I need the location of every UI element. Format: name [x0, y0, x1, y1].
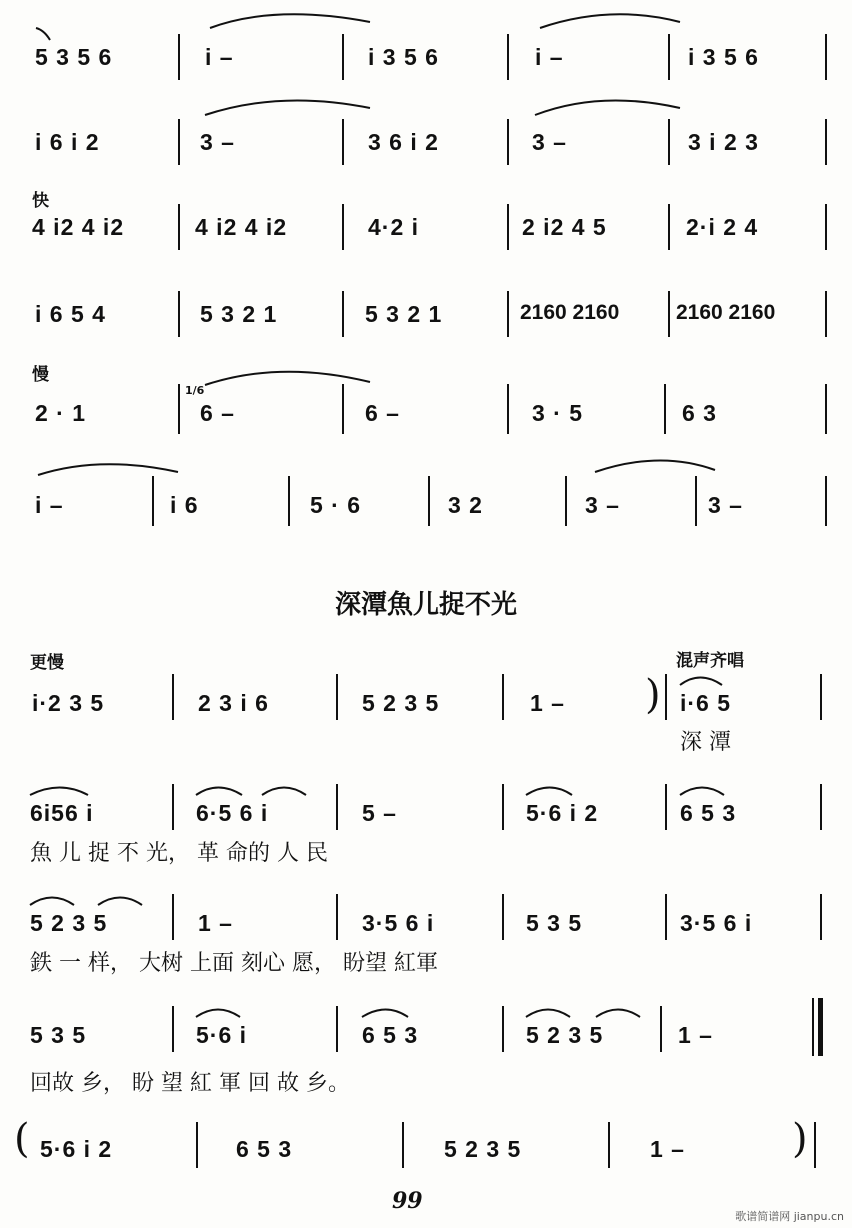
- final-barline-thin: [812, 998, 814, 1056]
- measure-8-2: 6·5 6 i: [196, 800, 269, 826]
- grace-note: 1/6: [185, 384, 205, 397]
- measure-5-3: 6 –: [365, 400, 400, 426]
- barline: [660, 1006, 662, 1052]
- barline: [336, 784, 338, 830]
- barline: [565, 476, 567, 526]
- measure-8-4: 5·6 i 2: [526, 800, 599, 826]
- measure-9-3: 3·5 6 i: [362, 910, 435, 936]
- measure-7-4: 1 –: [530, 690, 565, 716]
- measure-10-1: 5 3 5: [30, 1022, 87, 1048]
- measure-7-3: 5 2 3 5: [362, 690, 440, 716]
- song-title: 深潭魚儿捉不光: [334, 590, 517, 620]
- measure-4-2: 5 3 2 1: [200, 301, 278, 327]
- barline: [668, 119, 670, 165]
- measure-6-2: i 6: [170, 492, 199, 518]
- measure-11-1: 5·6 i 2: [40, 1136, 113, 1162]
- barline: [336, 674, 338, 720]
- measure-3-2: 4 i2 4 i2: [195, 214, 288, 240]
- measure-6-4: 3 2: [448, 492, 483, 518]
- barline: [825, 291, 827, 337]
- barline: [825, 119, 827, 165]
- measure-3-3: 4·2 i: [368, 214, 420, 240]
- measure-6-6: 3 –: [708, 492, 743, 518]
- barline: [196, 1122, 198, 1168]
- barline: [608, 1122, 610, 1168]
- close-paren: ): [645, 672, 661, 718]
- barline: [507, 384, 509, 434]
- measure-2-5: 3 i 2 3: [688, 129, 759, 155]
- measure-10-3: 6 5 3: [362, 1022, 419, 1048]
- barline: [507, 34, 509, 80]
- barline: [820, 674, 822, 720]
- chorus-marker: 混声齐唱: [676, 651, 744, 671]
- measure-11-3: 5 2 3 5: [444, 1136, 522, 1162]
- measure-3-1: 4 i2 4 i2: [32, 214, 125, 240]
- staff-system-10: [0, 1002, 852, 1072]
- measure-4-5: 2160 2160: [676, 301, 776, 324]
- barline: [152, 476, 154, 526]
- measure-5-2: 6 –: [200, 400, 235, 426]
- lyric-line-2: 魚 儿 捉 不 光， 革 命的 人 民: [30, 841, 328, 866]
- barline: [825, 34, 827, 80]
- slur: [205, 100, 370, 115]
- barline: [825, 384, 827, 434]
- measure-6-1: i –: [35, 492, 64, 518]
- measure-1-4: i –: [535, 44, 564, 70]
- lyric-line-1: 深 潭: [680, 730, 731, 755]
- barline: [668, 34, 670, 80]
- barline: [668, 204, 670, 250]
- staff-system-2: [0, 115, 852, 185]
- page-number: 99: [392, 1188, 423, 1214]
- slur: [535, 100, 680, 115]
- measure-4-3: 5 3 2 1: [365, 301, 443, 327]
- barline: [814, 1122, 816, 1168]
- measure-2-2: 3 –: [200, 129, 235, 155]
- measure-3-4: 2 i2 4 5: [522, 214, 607, 240]
- barline: [342, 204, 344, 250]
- barline: [342, 119, 344, 165]
- barline: [172, 894, 174, 940]
- measure-7-2: 2 3 i 6: [198, 690, 269, 716]
- measure-6-3: 5 · 6: [310, 492, 362, 518]
- measure-4-1: i 6 5 4: [35, 301, 106, 327]
- barline: [507, 291, 509, 337]
- barline: [502, 784, 504, 830]
- close-paren: ): [792, 1116, 808, 1162]
- measure-6-5: 3 –: [585, 492, 620, 518]
- barline: [172, 1006, 174, 1052]
- measure-8-3: 5 –: [362, 800, 397, 826]
- barline: [664, 384, 666, 434]
- measure-5-1: 2 · 1: [35, 400, 87, 426]
- barline: [668, 291, 670, 337]
- measure-10-4: 5 2 3 5: [526, 1022, 604, 1048]
- barline: [336, 894, 338, 940]
- barline: [402, 1122, 404, 1168]
- measure-1-5: i 3 5 6: [688, 44, 759, 70]
- measure-8-5: 6 5 3: [680, 800, 737, 826]
- measure-1-3: i 3 5 6: [368, 44, 439, 70]
- staff-system-4: [0, 287, 852, 357]
- tempo-marker-slower: 更慢: [30, 653, 64, 673]
- slur: [540, 14, 680, 28]
- slur: [210, 14, 370, 28]
- barline: [178, 119, 180, 165]
- measure-4-4: 2160 2160: [520, 301, 620, 324]
- barline: [825, 476, 827, 526]
- measure-9-5: 3·5 6 i: [680, 910, 753, 936]
- measure-10-5: 1 –: [678, 1022, 713, 1048]
- barline: [665, 784, 667, 830]
- barline: [665, 674, 667, 720]
- barline: [172, 784, 174, 830]
- measure-11-2: 6 5 3: [236, 1136, 293, 1162]
- staff-system-11: [0, 1116, 852, 1190]
- tempo-marker-slow: 慢: [32, 365, 49, 385]
- staff-system-1: [0, 30, 852, 100]
- barline: [178, 384, 180, 434]
- barline: [695, 476, 697, 526]
- barline: [342, 384, 344, 434]
- measure-1-2: i –: [205, 44, 234, 70]
- watermark: 歌谱简谱网 jianpu.cn: [735, 1210, 844, 1223]
- measure-9-2: 1 –: [198, 910, 233, 936]
- barline: [428, 476, 430, 526]
- lyric-line-4: 回故 乡， 盼 望 紅 軍 回 故 乡。: [30, 1071, 350, 1096]
- measure-2-4: 3 –: [532, 129, 567, 155]
- barline: [172, 674, 174, 720]
- lyric-line-3: 鉄 一 样， 大树 上面 刻心 愿， 盼望 紅軍: [30, 951, 438, 976]
- measure-2-1: i 6 i 2: [35, 129, 100, 155]
- barline: [342, 291, 344, 337]
- staff-system-5: [0, 378, 852, 448]
- measure-2-3: 3 6 i 2: [368, 129, 439, 155]
- barline: [507, 204, 509, 250]
- barline: [178, 34, 180, 80]
- barline: [502, 674, 504, 720]
- barline: [507, 119, 509, 165]
- barline: [342, 34, 344, 80]
- measure-11-4: 1 –: [650, 1136, 685, 1162]
- barline: [820, 894, 822, 940]
- final-barline-thick: [818, 998, 823, 1056]
- staff-system-3: [0, 200, 852, 270]
- staff-system-6: [0, 470, 852, 540]
- barline: [336, 1006, 338, 1052]
- measure-1-1: 5 3 5 6: [35, 44, 113, 70]
- measure-10-2: 5·6 i: [196, 1022, 248, 1048]
- barline: [502, 1006, 504, 1052]
- barline: [178, 291, 180, 337]
- measure-3-5: 2·i 2 4: [686, 214, 759, 240]
- barline: [288, 476, 290, 526]
- barline: [665, 894, 667, 940]
- open-paren: (: [14, 1116, 30, 1162]
- measure-5-5: 6 3: [682, 400, 717, 426]
- barline: [502, 894, 504, 940]
- barline: [820, 784, 822, 830]
- measure-9-1: 5 2 3 5: [30, 910, 108, 936]
- measure-7-5: i·6 5: [680, 690, 732, 716]
- measure-9-4: 5 3 5: [526, 910, 583, 936]
- measure-5-4: 3 · 5: [532, 400, 584, 426]
- measure-8-1: 6i56 i: [30, 800, 94, 826]
- measure-7-1: i·2 3 5: [32, 690, 105, 716]
- barline: [178, 204, 180, 250]
- barline: [825, 204, 827, 250]
- tempo-marker-fast: 快: [32, 191, 49, 211]
